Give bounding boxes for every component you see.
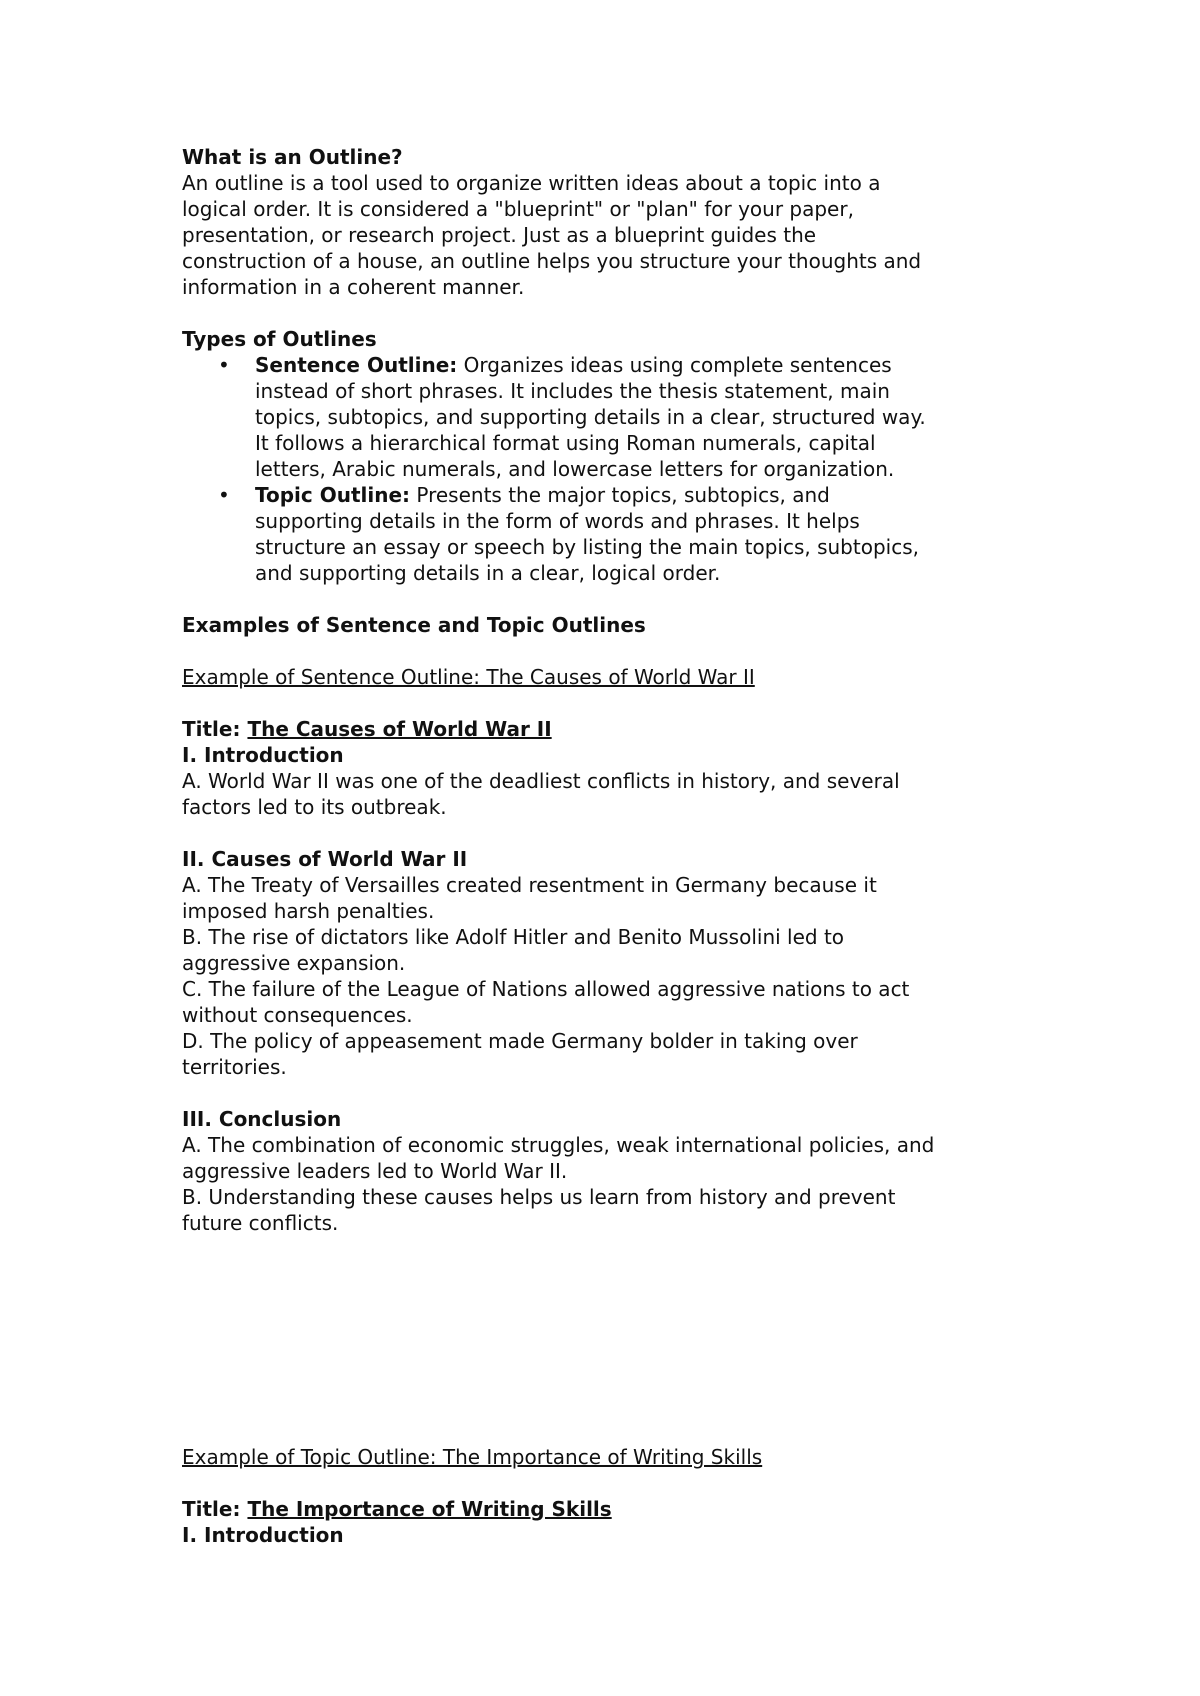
document-page bbox=[182, 144, 1062, 1548]
list-item-label: Sentence Outline: bbox=[255, 353, 458, 377]
intro-line: presentation, or research project. Just as a blueprint guides the bbox=[182, 223, 817, 247]
section-line: D. The policy of appeasement made Germany bolder in taking over bbox=[182, 1029, 858, 1053]
list-item-line: It follows a hierarchical format using Roman numerals, capital bbox=[255, 431, 876, 455]
intro-line: An outline is a tool used to organize written ideas about a topic into a bbox=[182, 171, 881, 195]
section-line: B. The rise of dictators like Adolf Hitler and Benito Mussolini led to bbox=[182, 925, 845, 949]
section-line: A. The Treaty of Versailles created resentment in Germany because it bbox=[182, 873, 877, 897]
title-label: Title: bbox=[182, 717, 248, 741]
intro-heading: What is an Outline? bbox=[182, 145, 403, 169]
types-list bbox=[182, 352, 1062, 586]
section-line: territories. bbox=[182, 1055, 287, 1079]
section-line: A. The combination of economic struggles, weak international policies, and bbox=[182, 1133, 935, 1157]
section-line: without consequences. bbox=[182, 1003, 413, 1027]
intro-line: information in a coherent manner. bbox=[182, 275, 525, 299]
list-item-label: Topic Outline: bbox=[255, 483, 411, 507]
list-item-first-line bbox=[255, 482, 1062, 508]
intro-line: construction of a house, an outline helps you structure your thoughts and bbox=[182, 249, 922, 273]
list-item-line: letters, Arabic numerals, and lowercase letters for organization. bbox=[255, 457, 895, 481]
section-line: future conflicts. bbox=[182, 1211, 339, 1235]
spacer bbox=[182, 300, 1062, 326]
spacer bbox=[182, 690, 1062, 716]
section-line: C. The failure of the League of Nations allowed aggressive nations to act bbox=[182, 977, 910, 1001]
spacer bbox=[182, 1470, 1062, 1496]
section-line: aggressive expansion. bbox=[182, 951, 406, 975]
list-item-text: Organizes ideas using complete sentences bbox=[457, 353, 892, 377]
section-heading: II. Causes of World War II bbox=[182, 847, 468, 871]
section-line: imposed harsh penalties. bbox=[182, 899, 435, 923]
list-item-line: instead of short phrases. It includes the thesis statement, main bbox=[255, 379, 890, 403]
list-item bbox=[182, 352, 1062, 482]
bullet-icon: • bbox=[218, 353, 230, 377]
spacer bbox=[182, 1080, 1062, 1106]
spacer bbox=[182, 586, 1062, 612]
section-line: factors led to its outbreak. bbox=[182, 795, 447, 819]
list-item-line: and supporting details in a clear, logical order. bbox=[255, 561, 721, 585]
types-heading: Types of Outlines bbox=[182, 327, 377, 351]
section-heading: III. Conclusion bbox=[182, 1107, 342, 1131]
examples-heading: Examples of Sentence and Topic Outlines bbox=[182, 613, 646, 637]
title-text: The Importance of Writing Skills bbox=[247, 1497, 612, 1521]
section-line: aggressive leaders led to World War II. bbox=[182, 1159, 568, 1183]
section-heading: I. Introduction bbox=[182, 1523, 344, 1547]
list-item bbox=[182, 482, 1062, 586]
topic-example-title bbox=[182, 1496, 1062, 1522]
list-item-line: topics, subtopics, and supporting details in a clear, structured way. bbox=[255, 405, 926, 429]
intro-line: logical order. It is considered a "blueprint" or "plan" for your paper, bbox=[182, 197, 854, 221]
title-label: Title: bbox=[182, 1497, 248, 1521]
spacer bbox=[182, 820, 1062, 846]
spacer bbox=[182, 1236, 1062, 1444]
section-heading: I. Introduction bbox=[182, 743, 344, 767]
bullet-icon: • bbox=[218, 483, 230, 507]
list-item-first-line bbox=[255, 352, 1062, 378]
spacer bbox=[182, 638, 1062, 664]
sentence-example-caption: Example of Sentence Outline: The Causes of World War II bbox=[182, 665, 755, 689]
list-item-line: structure an essay or speech by listing the main topics, subtopics, bbox=[255, 535, 919, 559]
section-line: A. World War II was one of the deadliest conflicts in history, and several bbox=[182, 769, 900, 793]
title-text: The Causes of World War II bbox=[247, 717, 552, 741]
section-line: B. Understanding these causes helps us learn from history and prevent bbox=[182, 1185, 896, 1209]
list-item-line: supporting details in the form of words and phrases. It helps bbox=[255, 509, 860, 533]
topic-example-caption: Example of Topic Outline: The Importance of Writing Skills bbox=[182, 1445, 763, 1469]
sentence-example-title bbox=[182, 716, 1062, 742]
list-item-text: Presents the major topics, subtopics, and bbox=[410, 483, 830, 507]
